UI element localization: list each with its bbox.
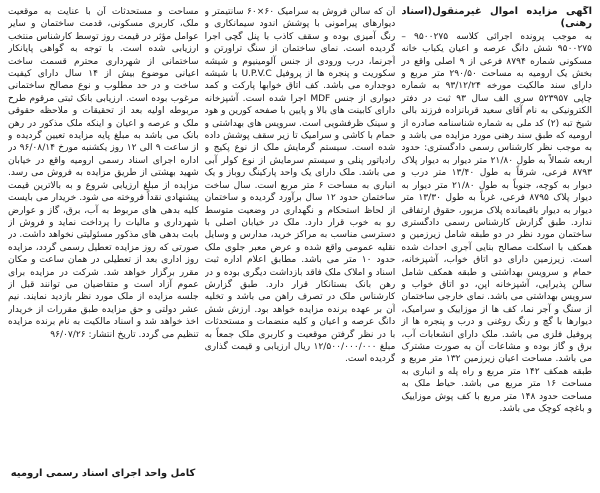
notice-column-left (8, 6, 199, 481)
notice-signature: کامل واحد اجرای اسناد رسمی ارومیه (8, 467, 198, 481)
notice-column-text: مساحت و مستحدثات آن با عنایت به موقعیت ملک، کاربری مسکونی، قدمت ساختمان و سایر عوامل مؤثر در قیمت روز توسط کارشناس منتخب ارزیابی شده است. با توجه به گواهی پایانکار ساختمانی از شهرداری محترم قسمت ساخت اعیانی موضوع بیش از ۱۴ سال دارای کیفیت ساخت و در حد مطلوب و نوع مصالح ساختمانی مرغوب بوده است. ارزیابی بانک ثبتی مرقوم طرح مربوطه اولیه بعد از تحقیقات و ملاحظه حقوقی ملک و عرصه و اعیان و اینکه ملک مذکور در رهن بانک می باشد به مبلغ پایه مزایده تعیین گردیده و از ساعت ۹ الی ۱۲ روز یکشنبه مورخ ۹۶/۰۸/۱۴ در اداره اجرای اسناد رسمی ارومیه واقع در خیابان شهید بهشتی از طریق مزایده به فروش می رسد. مزایده از مبلغ ارزیابی شروع و به بالاترین قیمت پیشنهادی نقداً فروخته می شود. خریدار می بایست کلیه بدهی های مربوط به آب، برق، گاز و عوارض شهرداری و مالیات را پرداخت نماید و فروش از بابت بدهی های مذکور مسئولیتی نخواهد داشت. در صورتی که روز مزایده تعطیل رسمی گردد، مزایده روز اداری بعد از تعطیلی در همان ساعت و مکان مقرر برگزار خواهد شد. شرکت در مزایده برای عموم آزاد است و متقاضیان می توانند قبل از جلسه مزایده از ملک مورد نظر بازدید نمایند. نیم عشر دولتی و حق مزایده طبق مقررات از خریدار اخذ خواهد شد و اسناد مالکیت به نام برنده مزایده تنظیم می گردد. تاریخ انتشار: ۹۶/۰۷/۲۶ (7, 7, 199, 340)
notice-column-right (401, 6, 592, 481)
notice-title: آگهی مزایده اموال غیرمنقول(اسناد رهنی) (401, 6, 592, 30)
notice-column-middle (205, 6, 396, 481)
notice-page (8, 6, 592, 481)
notice-column-text: به موجب پرونده اجرائی کلاسه ۹۵۰۰۲۷۵ – ۹۵۰۰۲۷۵ شش دانگ عرصه و اعیان یکباب خانه مسکونی شماره ۸۷۹۴ فرعی از ۹ اصلی واقع در بخش یک ارومیه به مساحت ۲۹۰/۵۰ متر مربع و دارای سند مالکیت مورخه ۹۳/۱۲/۲۴ به شماره چاپی ۵۲۳۹۵۷ سری الف سال ۹۳ ثبت در دفتر الکترونیکی به نام آقای سعید قربانزاده فرزند بالی شیخ تبه (۲) کد ملی به شماره شناسنامه صادره از ارومیه که طبق سند رهنی مورد مزایده می باشد و به موجب نظر کارشناس رسمی دادگستری: حدود اربعه شمالاً به طول ۲۱/۸۰ متر دیوار به دیوار پلاک ۸۷۹۳ فرعی، شرقاً به طول ۱۳/۴۰ متر درب و دیوار به کوچه، جنوباً به طول ۲۱/۸۰ متر دیوار به دیوار پلاک ۸۷۹۵ فرعی، غرباً به طول ۱۳/۳۰ متر دیوار به دیوار باقیمانده پلاک مزبور، حقوق ارتفاقی ندارد. طبق گزارش کارشناس رسمی دادگستری ساختمان مورد نظر در دو طبقه شامل زیرزمین و همکف با اسکلت مصالح بنایی آجری احداث شده است. زیرزمین دارای دو اتاق خواب، آشپزخانه، حمام و سرویس بهداشتی و طبقه همکف شامل سالن پذیرایی، آشپزخانه اپن، دو اتاق خواب و سرویس بهداشتی می باشد. نمای خارجی ساختمان از سنگ و آجر نما، کف ها از موزاییک و سرامیک، دیوارها با گچ و رنگ روغنی و درب و پنجره ها از پروفیل فلزی می باشد. ملک دارای انشعابات آب، برق و گاز بوده و مشاعات آن به صورت مشترک می باشد. مساحت اعیان زیرزمین ۱۳۲ متر مربع و طبقه همکف ۱۴۲ متر مربع و راه پله و انباری به مساحت ۱۶ متر مربع می باشد. حیاط ملک به مساحت حدود ۱۴۸ متر مربع با کف پوش موزاییک و باغچه کوچک می باشد. (401, 31, 592, 414)
notice-column-text: آن که سالن فروش به سرامیک ۶۰×۶۰ سانتیمتر و دیوارهای پیرامونی با پوشش اندود سیمانکاری و رنگ آمیزی بوده و سقف کاذب با پنل گچی اجرا گردیده است. نمای ساختمان از سنگ تراورتن و آجرنما، درب ورودی از جنس آلومینیوم و شیشه سکوریت و پنجره ها از پروفیل U.P.V.C با شیشه دوجداره می باشد. کف اتاق خوابها پارکت و کمد دیواری از جنس MDF اجرا شده است. آشپزخانه دارای کابینت های بالا و پایین با صفحه کورین و هود و سینک ظرفشویی است. سرویس های بهداشتی و حمام با کاشی و سرامیک تا زیر سقف پوشش داده شده است. سیستم گرمایش ملک از نوع پکیج و رادیاتور پنلی و سیستم سرمایش از نوع کولر آبی می باشد. ملک دارای یک واحد پارکینگ روباز و یک انباری به مساحت ۶ متر مربع است. سال ساخت ساختمان حدود ۱۲ سال برآورد گردیده و ساختمان از لحاظ استحکام و نگهداری در وضعیت متوسط رو به خوب قرار دارد. ملک در خیابان اصلی با دسترسی مناسب به مراکز خرید، مدارس و وسایل نقلیه عمومی واقع شده و عرض معبر جلوی ملک حدود ۱۰ متر می باشد. مطابق اعلام اداره ثبت اسناد و املاک ملک فاقد بازداشت دیگری بوده و در رهن بانک بستانکار قرار دارد. طبق گزارش کارشناس ملک در تصرف راهن می باشد و تخلیه آن بر عهده برنده مزایده خواهد بود. ارزش شش دانگ عرصه و اعیان و کلیه منضمات و مستحدثات با در نظر گرفتن موقعیت و کاربری ملک جمعاً به مبلغ ۱۲/۵۰۰/۰۰۰/۰۰۰ ریال ارزیابی و قیمت گذاری گردیده است. (204, 7, 396, 365)
